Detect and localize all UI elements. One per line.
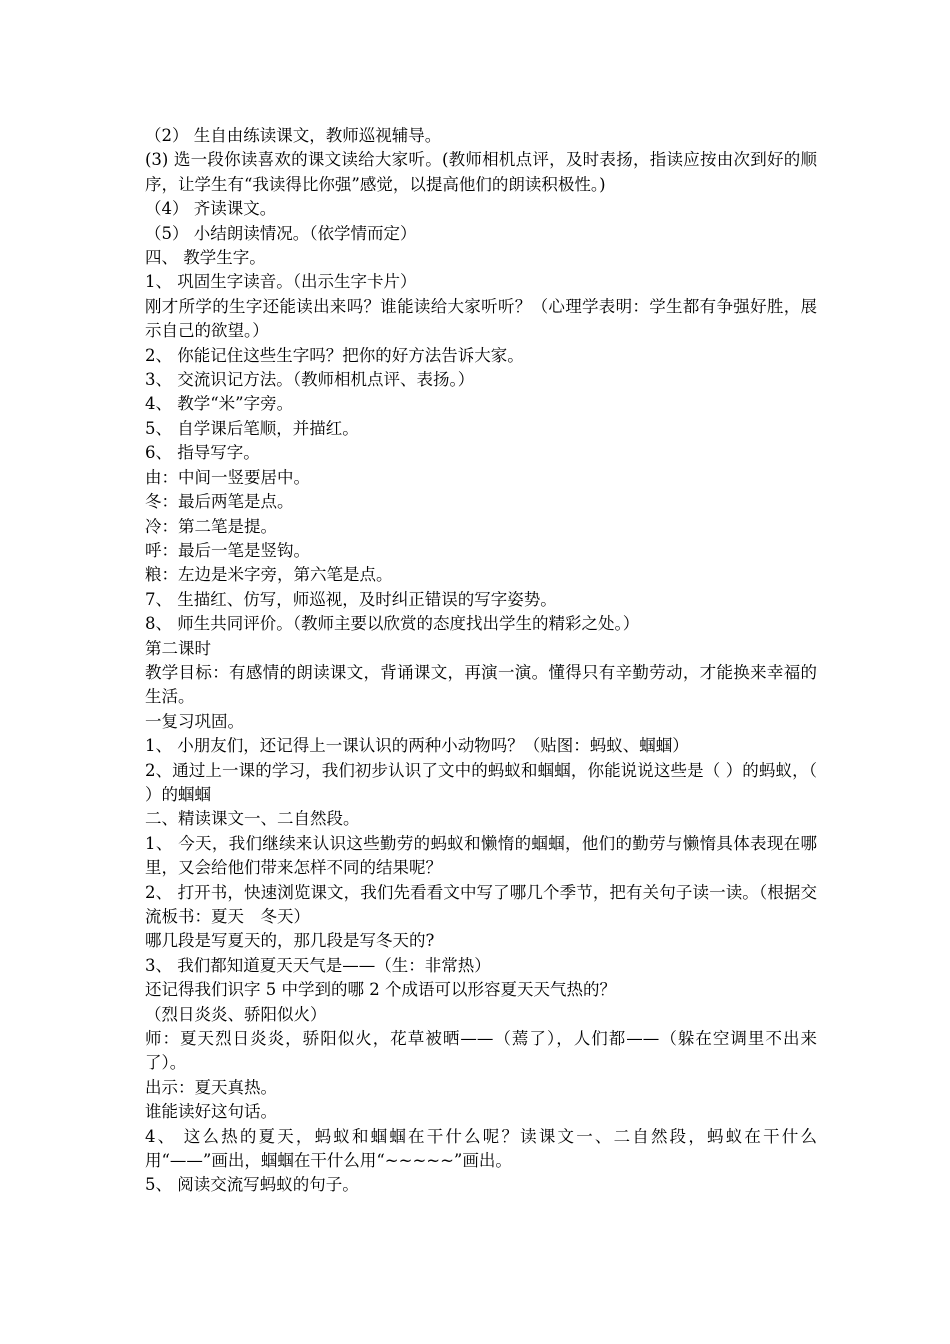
text-line: 3、 我们都知道夏天天气是——（生：非常热） (145, 955, 491, 975)
text-line: 1、 小朋友们，还记得上一课认识的两种小动物吗？（贴图：蚂蚁、蝈蝈） (145, 736, 689, 756)
text-line: 冬：最后两笔是点。 (145, 492, 294, 512)
text-line: 5、 自学课后笔顺，并描红。 (145, 418, 359, 438)
text-line: 教学目标：有感情的朗读课文，背诵课文，再演一演。懂得只有辛勤劳动，才能换来幸福的生活。 (145, 662, 817, 707)
text-line: 8、 师生共同评价。（教师主要以欣赏的态度找出学生的精彩之处。） (145, 614, 640, 634)
text-line: 刚才所学的生字还能读出来吗？谁能读给大家听听？（心理学表明：学生都有争强好胜，展示自己的欲望。） (145, 296, 817, 341)
text-line: 哪几段是写夏天的，那几段是写冬天的? (145, 931, 435, 951)
text-line: 1、 今天，我们继续来认识这些勤劳的蚂蚁和懒惰的蝈蝈，他们的勤劳与懒惰具体表现在哪里，又会给他们带来怎样不同的结果呢？ (145, 833, 817, 878)
text-line: 冷：第二笔是提。 (145, 516, 277, 536)
text-line: 2、 打开书，快速浏览课文，我们先看看文中写了哪几个季节，把有关句子读一读。（根据交流板书：夏天 冬天） (145, 882, 817, 926)
text-line: 6、 指导写字。 (145, 443, 260, 463)
text-line: （4） 齐读课文。 (145, 199, 277, 219)
text-line: 3、 交流识记方法。（教师相机点评、表扬。） (145, 370, 475, 390)
text-line: 出示：夏天真热。 (145, 1077, 277, 1097)
text-line: （烈日炎炎、骄阳似火） (145, 1004, 327, 1024)
text-line: 2、通过上一课的学习，我们初步认识了文中的蚂蚁和蝈蝈，你能说说这些是（ ）的蚂蚁，（ ）的蝈蝈 (145, 760, 823, 804)
text-line: 7、 生描红、仿写，师巡视，及时纠正错误的写字姿势。 (145, 589, 557, 609)
text-line: 呼：最后一笔是竖钩。 (145, 540, 310, 560)
section-heading: 四、 教学生字。 (145, 248, 266, 268)
document-body (145, 124, 823, 1198)
text-line: 粮：左边是米字旁，第六笔是点。 (145, 565, 393, 585)
text-line: 4、 教学“米”字旁。 (145, 394, 294, 414)
section-heading: 二、精读课文一、二自然段。 (145, 809, 360, 829)
text-line: 由：中间一竖要居中。 (145, 467, 310, 487)
text-line: 4、 这么热的夏天，蚂蚁和蝈蝈在干什么呢？读课文一、二自然段，蚂蚁在干什么用“——”画出，蝈蝈在干什么用“~~~~~”画出。 (145, 1126, 817, 1171)
text-line: 谁能读好这句话。 (145, 1102, 277, 1122)
text-line: 师：夏天烈日炎炎，骄阳似火，花草被晒——（蔫了），人们都——（躲在空调里不出来了）。 (145, 1029, 817, 1073)
text-line: （2） 生自由练读课文，教师巡视辅导。 (145, 126, 442, 145)
text-line: 5、 阅读交流写蚂蚁的句子。 (145, 1175, 359, 1195)
text-line: 还记得我们识字 5 中学到的哪 2 个成语可以形容夏天天气热的？ (145, 980, 616, 1000)
section-heading: 一复习巩固。 (145, 711, 244, 731)
text-line: (3) 选一段你读喜欢的课文读给大家听。(教师相机点评，及时表扬，指读应按由次到好的顺序，让学生有“我读得比你强”感觉，以提高他们的朗读积极性。) (145, 150, 817, 194)
text-line: 1、 巩固生字读音。（出示生字卡片） (145, 272, 417, 292)
text-line: （5） 小结朗读情况。（依学情而定） (145, 223, 417, 243)
section-heading: 第二课时 (145, 638, 211, 658)
text-line: 2、 你能记住这些生字吗？把你的好方法告诉大家。 (145, 345, 524, 365)
